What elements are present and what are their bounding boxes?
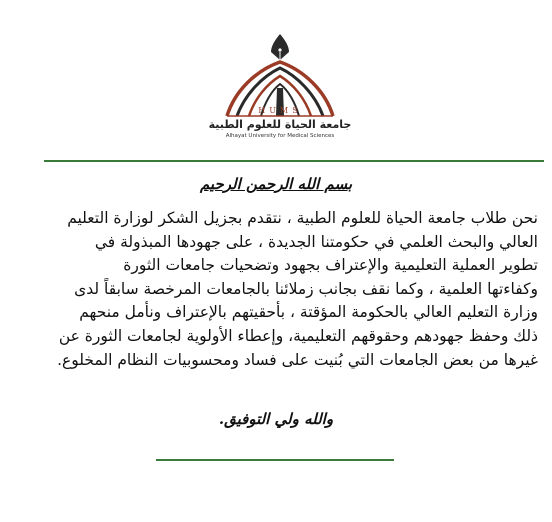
basmala-heading: بسم الله الرحمن الرحيم	[199, 175, 353, 193]
university-logo	[205, 30, 355, 140]
letter-line-2: العالي والبحث العلمي في حكومتنا الجديدة ، على جهودها المبذولة في	[94, 232, 538, 251]
logo-university-name-english: Alhayat University for Medical Sciences	[225, 133, 335, 139]
letter-line-1: نحن طلاب جامعة الحياة للعلوم الطبية ، نتقدم بجزيل الشكر لوزارة التعليم	[67, 209, 538, 227]
closing-line: والله ولي التوفيق.	[218, 410, 334, 428]
top-divider	[44, 160, 544, 162]
letter-line-3: تطوير العملية التعليمية والإعتراف بجهود وتضحيات جامعات الثورة	[123, 256, 538, 275]
logo-hums-letters: HUMS	[258, 106, 302, 115]
letter-line-5: وزارة التعليم العالي بالحكومة المؤقتة ، بأحقيتهم بالإعتراف ونأمل منحهم	[79, 303, 538, 322]
letter-body	[38, 207, 538, 372]
bottom-divider	[156, 459, 394, 461]
letter-line-6: ذلك وحفظ جهودهم وحقوقهم التعليمية، وإعطاء الأولوية لجامعات الثورة عن	[58, 326, 538, 345]
logo-university-name-arabic: جامعة الحياة للعلوم الطبية	[208, 118, 352, 131]
letter-line-4: وكفاءتها العلمية ، وكما نقف بجانب زملائنا بالجامعات المرخصة سابقاً لدى	[74, 279, 538, 298]
letter-line-7: غيرها من بعض الجامعات التي بُنيت على فساد ومحسوبيات النظام المخلوع.	[57, 350, 538, 369]
